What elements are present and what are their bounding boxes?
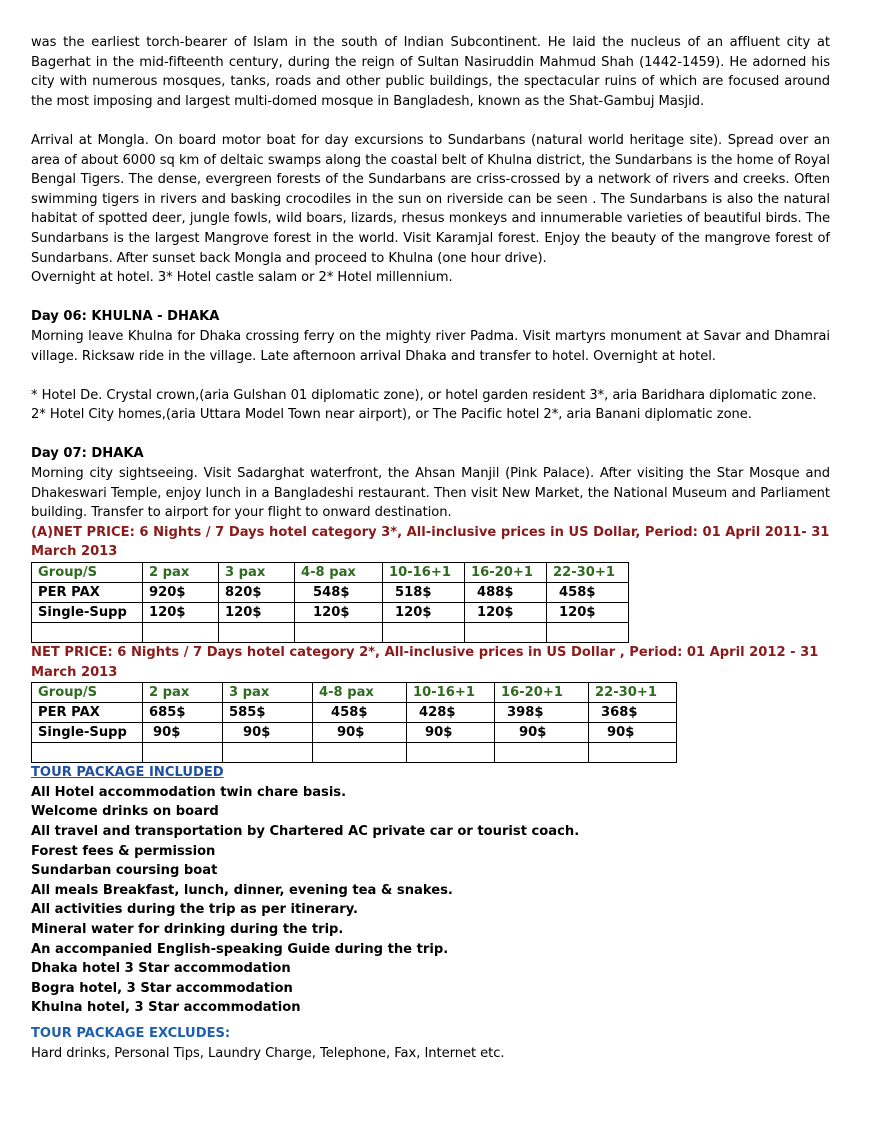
table-cell: 120$ <box>295 603 383 623</box>
overnight-line: Overnight at hotel. 3* Hotel castle salam or 2* Hotel millennium. <box>31 270 453 286</box>
spacer <box>31 111 830 131</box>
table-cell <box>32 623 143 643</box>
table-cell: 120$ <box>547 603 629 623</box>
table-header-cell: 3 pax <box>219 563 295 583</box>
list-item: Mineral water for drinking during the trip. <box>31 921 344 937</box>
table-cell: 90$ <box>313 723 407 743</box>
table-cell <box>143 743 223 763</box>
table-cell: 920$ <box>143 583 219 603</box>
table-cell <box>223 743 313 763</box>
table-cell <box>32 743 143 763</box>
table-cell <box>407 743 495 763</box>
table-cell <box>547 623 629 643</box>
day-7-body: Morning city sightseeing. Visit Sadarghat waterfront, the Ahsan Manjil (Pink Palace). After visiting the Star Mosque and Dhakeswari Temple, enjoy lunch in a Bangladeshi restaurant. Then visit New Market, the National Museum and Parliament building. Transfer to airport for your flight to onward destination. <box>31 466 830 521</box>
table-cell: 90$ <box>589 723 677 743</box>
list-item: All activities during the trip as per itinerary. <box>31 902 359 918</box>
sundarbans-paragraph: Arrival at Mongla. On board motor boat for day excursions to Sundarbans (natural world heritage site). Spread over an area of about 6000 sq km of deltaic swamps along the coastal belt of Khulna district, the Sundarbans is the home of Royal Bengal Tigers. The dense, evergreen forests of the Sundarbans are criss-crossed by a network of rivers and creeks. Often swimming tigers in rivers and basking crocodiles in the sun on riverside can be seen . The Sundarbans is also the natural habitat of spotted deer, jungle fowls, wild boars, lizards, rhesus monkeys and innumerable varieties of beautiful birds. The Sundarbans is the largest Mangrove forest in the world. Visit Karamjal forest. Enjoy the beauty of the mangrove forest of Sundarbans. After sunset back Mongla and proceed to Khulna (one hour drive). <box>31 132 830 266</box>
included-heading: TOUR PACKAGE INCLUDED <box>31 765 224 781</box>
table-cell <box>383 623 465 643</box>
list-item: All Hotel accommodation twin chare basis. <box>31 784 347 800</box>
table-cell: 368$ <box>589 703 677 723</box>
price-table-b <box>31 682 677 763</box>
table-cell: 685$ <box>143 703 223 723</box>
table-header-cell: 4-8 pax <box>313 683 407 703</box>
excluded-heading: TOUR PACKAGE EXCLUDES: <box>31 1025 231 1041</box>
included-list <box>31 783 830 1018</box>
table-cell: 458$ <box>547 583 629 603</box>
table-cell: 458$ <box>313 703 407 723</box>
price-table-a-heading: (A)NET PRICE: 6 Nights / 7 Days hotel category 3*, All-inclusive prices in US Dollar, Period: 01 April 2011- 31 March 2013 <box>31 524 830 560</box>
table-cell: Single-Supp <box>32 603 143 623</box>
list-item: Bogra hotel, 3 Star accommodation <box>31 980 293 996</box>
table-cell: 585$ <box>223 703 313 723</box>
table-cell <box>495 743 589 763</box>
table-cell: 90$ <box>495 723 589 743</box>
table-row <box>32 603 629 623</box>
spacer <box>31 366 830 386</box>
table-header-row <box>32 683 677 703</box>
table-header-cell: 2 pax <box>143 683 223 703</box>
document-page <box>31 33 830 1063</box>
table-cell: 548$ <box>295 583 383 603</box>
table-header-cell: 10-16+1 <box>383 563 465 583</box>
table-cell <box>143 623 219 643</box>
table-header-cell: Group/S <box>32 563 143 583</box>
table-cell: 428$ <box>407 703 495 723</box>
table-row <box>32 623 629 643</box>
list-item: Khulna hotel, 3 Star accommodation <box>31 1000 301 1016</box>
spacer <box>31 425 830 445</box>
list-item: An accompanied English-speaking Guide during the trip. <box>31 941 449 957</box>
table-row <box>32 703 677 723</box>
day-7-heading: Day 07: DHAKA <box>31 446 144 462</box>
table-header-row <box>32 563 629 583</box>
list-item: Sundarban coursing boat <box>31 863 218 879</box>
table-cell: Single-Supp <box>32 723 143 743</box>
table-row <box>32 723 677 743</box>
day-6-hotels-line-2: 2* Hotel City homes,(aria Uttara Model Town near airport), or The Pacific hotel 2*, aria Banani diplomatic zone. <box>31 407 752 423</box>
table-header-cell: 16-20+1 <box>495 683 589 703</box>
spacer <box>31 288 830 308</box>
table-cell <box>295 623 383 643</box>
table-cell <box>219 623 295 643</box>
excluded-body: Hard drinks, Personal Tips, Laundry Charge, Telephone, Fax, Internet etc. <box>31 1045 505 1061</box>
table-cell: 398$ <box>495 703 589 723</box>
list-item: Forest fees & permission <box>31 843 216 859</box>
day-6-heading: Day 06: KHULNA - DHAKA <box>31 309 220 325</box>
table-header-cell: 16-20+1 <box>465 563 547 583</box>
table-cell: 120$ <box>143 603 219 623</box>
table-cell: 90$ <box>223 723 313 743</box>
table-cell: 120$ <box>219 603 295 623</box>
table-cell: PER PAX <box>32 703 143 723</box>
table-cell: 518$ <box>383 583 465 603</box>
table-row <box>32 583 629 603</box>
table-cell <box>313 743 407 763</box>
table-header-cell: 3 pax <box>223 683 313 703</box>
price-table-b-heading: NET PRICE: 6 Nights / 7 Days hotel category 2*, All-inclusive prices in US Dollar , Period: 01 April 2012 - 31 March 2013 <box>31 645 819 680</box>
list-item: Dhaka hotel 3 Star accommodation <box>31 961 291 977</box>
day-6-hotels-line-1: * Hotel De. Crystal crown,(aria Gulshan 01 diplomatic zone), or hotel garden resident 3*, aria Baridhara diplomatic zone. <box>31 387 817 403</box>
table-cell: 488$ <box>465 583 547 603</box>
table-cell: 90$ <box>143 723 223 743</box>
table-cell: PER PAX <box>32 583 143 603</box>
table-cell <box>465 623 547 643</box>
table-header-cell: Group/S <box>32 683 143 703</box>
table-cell: 120$ <box>383 603 465 623</box>
table-header-cell: 22-30+1 <box>589 683 677 703</box>
intro-paragraph: was the earliest torch-bearer of Islam in the south of Indian Subcontinent. He laid the nucleus of an affluent city at Bagerhat in the mid-fifteenth century, during the reign of Sultan Nasiruddin Mahmud Shah (1442-1459). He adorned his city with numerous mosques, tanks, roads and other public buildings, the spectacular ruins of which are focused around the most imposing and largest multi-domed mosque in Bangladesh, known as the Shat-Gambuj Masjid. <box>31 35 830 109</box>
table-row <box>32 743 677 763</box>
list-item: All travel and transportation by Chartered AC private car or tourist coach. <box>31 824 580 839</box>
table-cell <box>589 743 677 763</box>
list-item: All meals Breakfast, lunch, dinner, evening tea & snakes. <box>31 882 453 898</box>
table-cell: 120$ <box>465 603 547 623</box>
price-table-a <box>31 562 629 643</box>
list-item: Welcome drinks on board <box>31 804 219 820</box>
day-6-body: Morning leave Khulna for Dhaka crossing ferry on the mighty river Padma. Visit martyrs monument at Savar and Dhamrai village. Ricksaw ride in the village. Late afternoon arrival Dhaka and transfer to hotel. Overnight at hotel. <box>31 328 830 364</box>
table-header-cell: 4-8 pax <box>295 563 383 583</box>
table-cell: 90$ <box>407 723 495 743</box>
table-header-cell: 2 pax <box>143 563 219 583</box>
table-header-cell: 10-16+1 <box>407 683 495 703</box>
table-cell: 820$ <box>219 583 295 603</box>
table-header-cell: 22-30+1 <box>547 563 629 583</box>
